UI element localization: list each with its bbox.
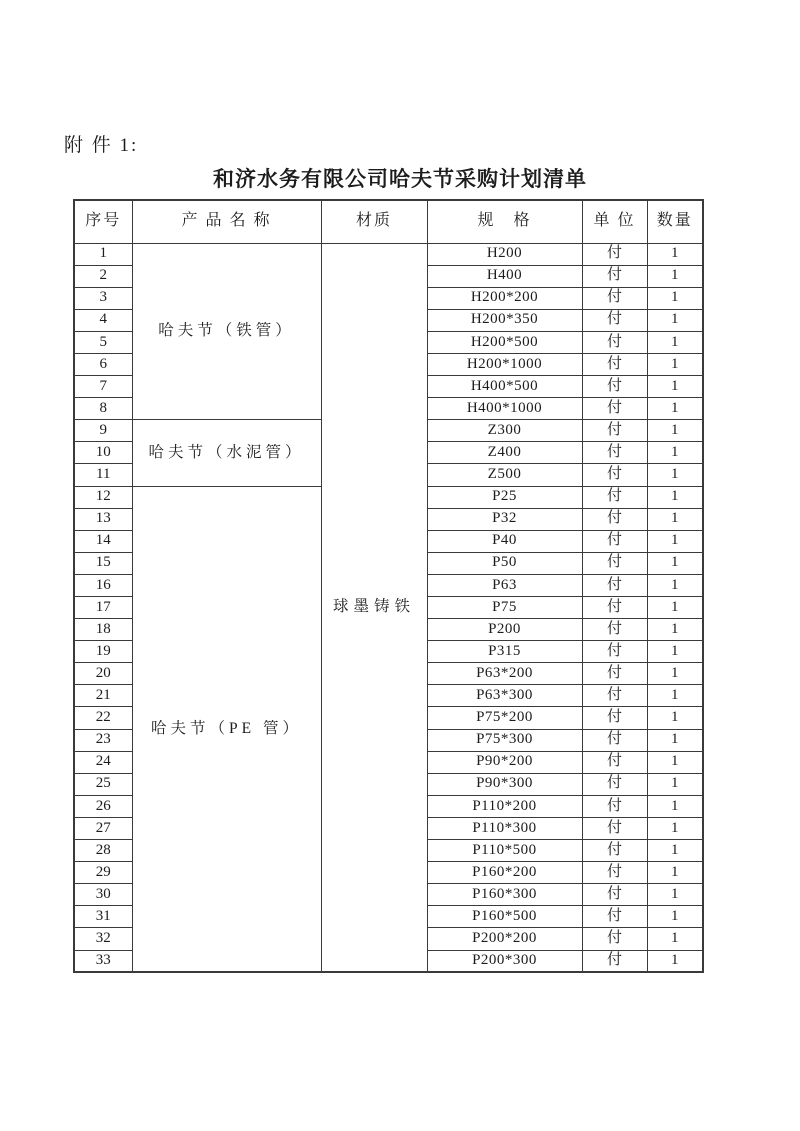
quantity-cell: 1: [647, 420, 703, 442]
unit-cell: 付: [582, 530, 647, 552]
document-title: 和济水务有限公司哈夫节采购计划清单: [213, 167, 587, 191]
serial-cell: 31: [74, 906, 132, 928]
table-row: [74, 243, 703, 265]
spec-cell: P63: [427, 574, 582, 596]
unit-cell: 付: [582, 265, 647, 287]
quantity-cell: 1: [647, 508, 703, 530]
spec-cell: P75*200: [427, 707, 582, 729]
quantity-cell: 1: [647, 309, 703, 331]
serial-cell: 22: [74, 707, 132, 729]
quantity-cell: 1: [647, 619, 703, 641]
column-header-4: 单 位: [582, 200, 647, 243]
quantity-cell: 1: [647, 950, 703, 972]
unit-cell: 付: [582, 840, 647, 862]
unit-cell: 付: [582, 663, 647, 685]
quantity-cell: 1: [647, 486, 703, 508]
serial-cell: 19: [74, 641, 132, 663]
serial-cell: 18: [74, 619, 132, 641]
unit-cell: 付: [582, 751, 647, 773]
serial-cell: 16: [74, 574, 132, 596]
unit-cell: 付: [582, 773, 647, 795]
serial-cell: 21: [74, 685, 132, 707]
spec-cell: P50: [427, 552, 582, 574]
quantity-cell: 1: [647, 840, 703, 862]
spec-cell: P75*300: [427, 729, 582, 751]
unit-cell: 付: [582, 906, 647, 928]
serial-cell: 24: [74, 751, 132, 773]
unit-cell: 付: [582, 398, 647, 420]
quantity-cell: 1: [647, 641, 703, 663]
column-header-1: 产 品 名 称: [132, 200, 321, 243]
spec-cell: Z500: [427, 464, 582, 486]
unit-cell: 付: [582, 619, 647, 641]
serial-cell: 9: [74, 420, 132, 442]
quantity-cell: 1: [647, 884, 703, 906]
serial-cell: 13: [74, 508, 132, 530]
unit-cell: 付: [582, 641, 647, 663]
spec-cell: H200*500: [427, 331, 582, 353]
serial-cell: 6: [74, 353, 132, 375]
table-header: [74, 200, 703, 243]
spec-cell: H200*200: [427, 287, 582, 309]
quantity-cell: 1: [647, 331, 703, 353]
spec-cell: Z300: [427, 420, 582, 442]
quantity-cell: 1: [647, 398, 703, 420]
spec-cell: P110*200: [427, 795, 582, 817]
spec-cell: P110*500: [427, 840, 582, 862]
header-row: [74, 200, 703, 243]
serial-cell: 11: [74, 464, 132, 486]
spec-cell: H200: [427, 243, 582, 265]
spec-cell: P160*300: [427, 884, 582, 906]
product-name-cell: 哈夫节（PE 管）: [132, 486, 321, 972]
unit-cell: 付: [582, 486, 647, 508]
serial-cell: 4: [74, 309, 132, 331]
quantity-cell: 1: [647, 795, 703, 817]
unit-cell: 付: [582, 243, 647, 265]
serial-cell: 26: [74, 795, 132, 817]
serial-cell: 20: [74, 663, 132, 685]
unit-cell: 付: [582, 707, 647, 729]
quantity-cell: 1: [647, 597, 703, 619]
spec-cell: P200: [427, 619, 582, 641]
unit-cell: 付: [582, 353, 647, 375]
spec-cell: H400: [427, 265, 582, 287]
unit-cell: 付: [582, 795, 647, 817]
quantity-cell: 1: [647, 530, 703, 552]
unit-cell: 付: [582, 884, 647, 906]
spec-cell: P110*300: [427, 817, 582, 839]
quantity-cell: 1: [647, 353, 703, 375]
serial-cell: 25: [74, 773, 132, 795]
serial-cell: 17: [74, 597, 132, 619]
quantity-cell: 1: [647, 442, 703, 464]
procurement-table: [73, 199, 704, 973]
spec-cell: H400*1000: [427, 398, 582, 420]
unit-cell: 付: [582, 287, 647, 309]
spec-cell: P40: [427, 530, 582, 552]
spec-cell: P200*300: [427, 950, 582, 972]
serial-cell: 8: [74, 398, 132, 420]
column-header-2: 材质: [321, 200, 427, 243]
serial-cell: 28: [74, 840, 132, 862]
unit-cell: 付: [582, 309, 647, 331]
spec-cell: Z400: [427, 442, 582, 464]
spec-cell: P75: [427, 597, 582, 619]
serial-cell: 14: [74, 530, 132, 552]
quantity-cell: 1: [647, 773, 703, 795]
quantity-cell: 1: [647, 906, 703, 928]
serial-cell: 3: [74, 287, 132, 309]
serial-cell: 33: [74, 950, 132, 972]
serial-cell: 10: [74, 442, 132, 464]
unit-cell: 付: [582, 928, 647, 950]
serial-cell: 7: [74, 376, 132, 398]
serial-cell: 2: [74, 265, 132, 287]
quantity-cell: 1: [647, 663, 703, 685]
spec-cell: H200*1000: [427, 353, 582, 375]
serial-cell: 5: [74, 331, 132, 353]
unit-cell: 付: [582, 508, 647, 530]
unit-cell: 付: [582, 685, 647, 707]
quantity-cell: 1: [647, 685, 703, 707]
spec-cell: P200*200: [427, 928, 582, 950]
product-name-cell: 哈夫节（水泥管）: [132, 420, 321, 486]
spec-cell: P32: [427, 508, 582, 530]
spec-cell: P63*300: [427, 685, 582, 707]
spec-cell: P90*300: [427, 773, 582, 795]
serial-cell: 30: [74, 884, 132, 906]
unit-cell: 付: [582, 376, 647, 398]
spec-cell: H400*500: [427, 376, 582, 398]
unit-cell: 付: [582, 420, 647, 442]
quantity-cell: 1: [647, 928, 703, 950]
serial-cell: 12: [74, 486, 132, 508]
spec-cell: P160*500: [427, 906, 582, 928]
unit-cell: 付: [582, 597, 647, 619]
unit-cell: 付: [582, 729, 647, 751]
quantity-cell: 1: [647, 265, 703, 287]
quantity-cell: 1: [647, 552, 703, 574]
serial-cell: 1: [74, 243, 132, 265]
column-header-5: 数量: [647, 200, 703, 243]
unit-cell: 付: [582, 574, 647, 596]
spec-cell: H200*350: [427, 309, 582, 331]
material-cell: 球墨铸铁: [321, 243, 427, 972]
serial-cell: 32: [74, 928, 132, 950]
spec-cell: P63*200: [427, 663, 582, 685]
spec-cell: P25: [427, 486, 582, 508]
unit-cell: 付: [582, 442, 647, 464]
unit-cell: 付: [582, 862, 647, 884]
table-body: [74, 243, 703, 972]
unit-cell: 付: [582, 817, 647, 839]
unit-cell: 付: [582, 552, 647, 574]
quantity-cell: 1: [647, 243, 703, 265]
quantity-cell: 1: [647, 729, 703, 751]
quantity-cell: 1: [647, 376, 703, 398]
column-header-0: 序号: [74, 200, 132, 243]
unit-cell: 付: [582, 950, 647, 972]
spec-cell: P315: [427, 641, 582, 663]
spec-cell: P160*200: [427, 862, 582, 884]
quantity-cell: 1: [647, 751, 703, 773]
spec-cell: P90*200: [427, 751, 582, 773]
serial-cell: 23: [74, 729, 132, 751]
attachment-label: 附 件 1:: [64, 135, 139, 156]
unit-cell: 付: [582, 464, 647, 486]
quantity-cell: 1: [647, 817, 703, 839]
quantity-cell: 1: [647, 862, 703, 884]
serial-cell: 29: [74, 862, 132, 884]
product-name-cell: 哈夫节（铁管）: [132, 243, 321, 420]
serial-cell: 27: [74, 817, 132, 839]
serial-cell: 15: [74, 552, 132, 574]
quantity-cell: 1: [647, 464, 703, 486]
quantity-cell: 1: [647, 287, 703, 309]
unit-cell: 付: [582, 331, 647, 353]
quantity-cell: 1: [647, 574, 703, 596]
column-header-3: 规 格: [427, 200, 582, 243]
quantity-cell: 1: [647, 707, 703, 729]
